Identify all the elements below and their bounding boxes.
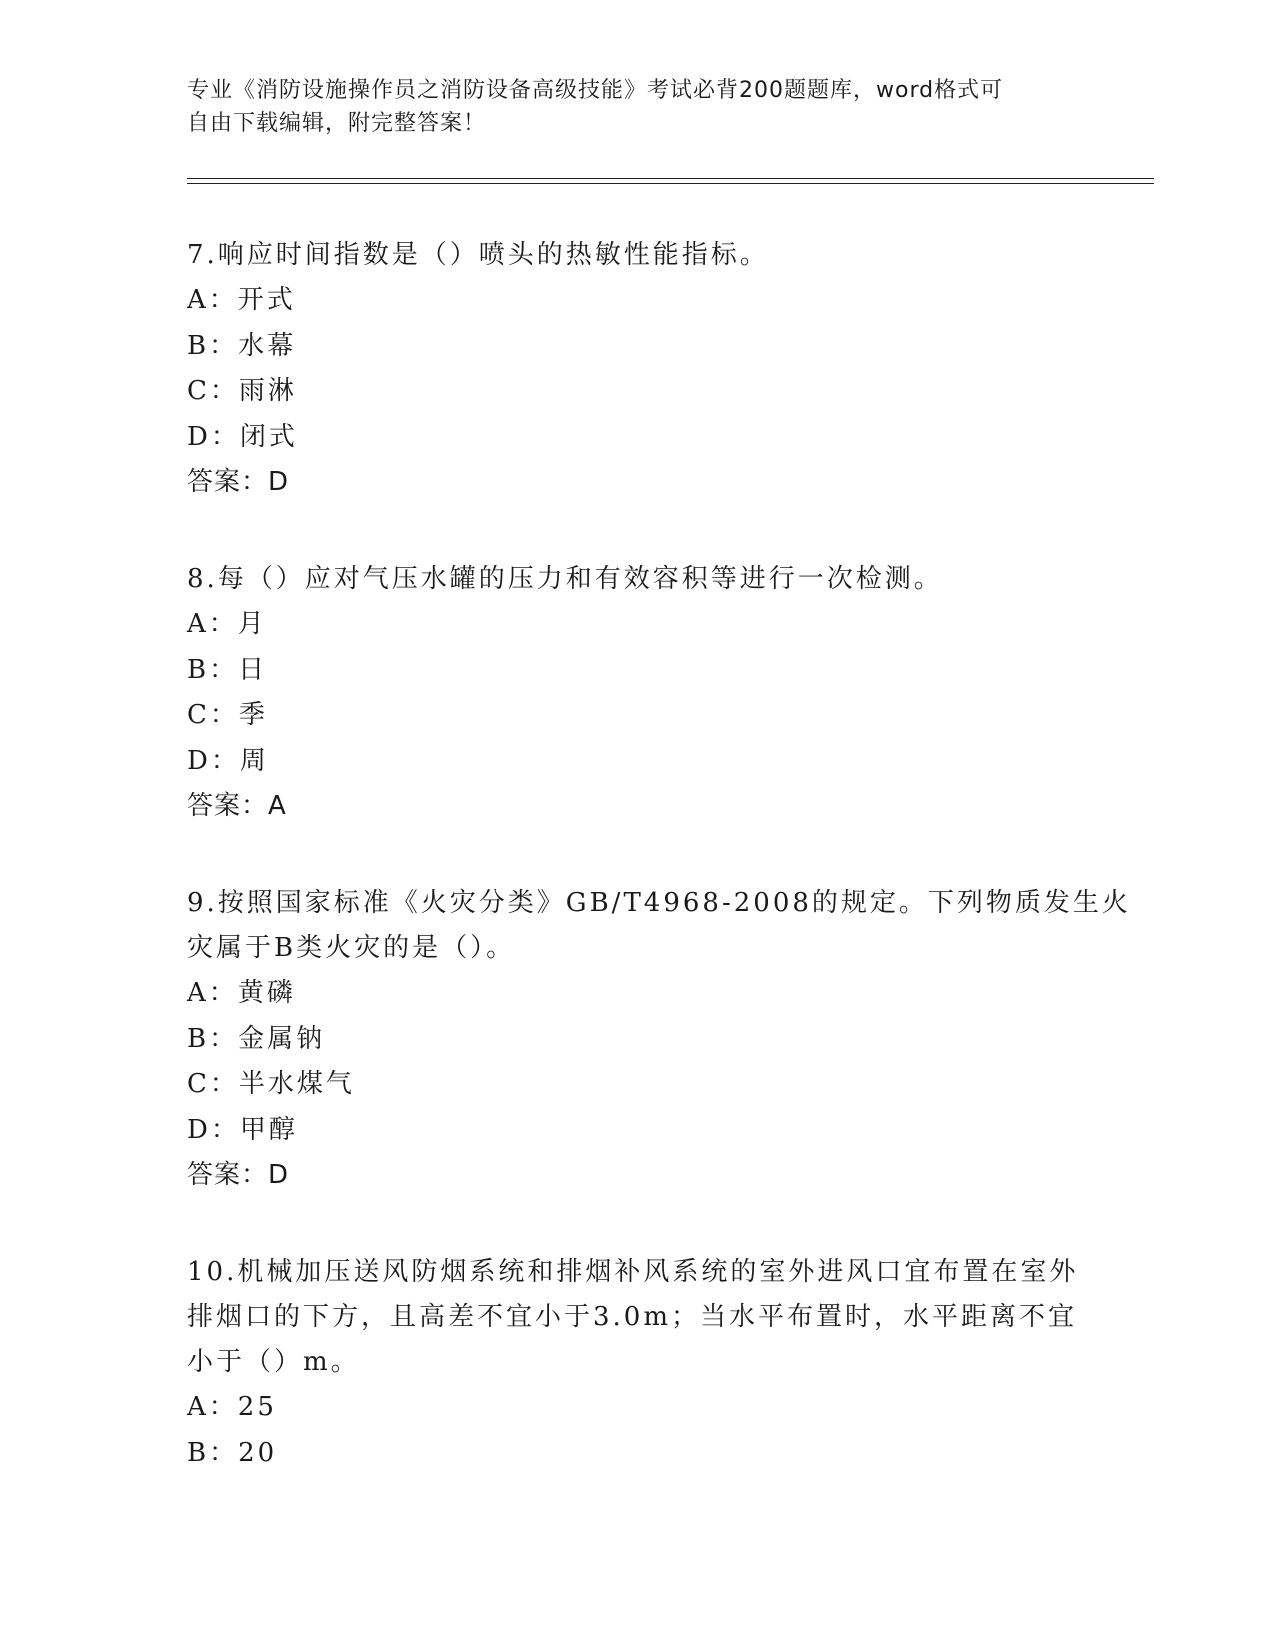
option-b: B：水幕 bbox=[187, 330, 297, 361]
option-c: C：半水煤气 bbox=[187, 1069, 355, 1099]
question-text: 9.按照国家标准《火灾分类》GB/T4968-2008的规定。下列物质发生火 bbox=[187, 888, 1131, 918]
option-d: D：周 bbox=[187, 745, 269, 776]
document-header bbox=[187, 74, 1087, 140]
question-text: 7.响应时间指数是（）喷头的热敏性能指标。 bbox=[187, 240, 769, 270]
question-text: 8.每（）应对气压水罐的压力和有效容积等进行一次检测。 bbox=[187, 564, 943, 594]
option-a: A：开式 bbox=[187, 285, 296, 315]
option-d: D：闭式 bbox=[187, 421, 298, 452]
option-a: A：月 bbox=[187, 609, 267, 639]
option-c: C：雨淋 bbox=[187, 376, 297, 406]
header-divider bbox=[187, 183, 1154, 184]
option-a: A：25 bbox=[187, 1392, 277, 1422]
option-c: C：季 bbox=[187, 700, 268, 730]
answer: 答案：A bbox=[187, 791, 287, 821]
option-d: D：甲醇 bbox=[187, 1114, 298, 1145]
question-text: 小于（）m。 bbox=[187, 1347, 360, 1377]
question-text: 灾属于B类火灾的是（）。 bbox=[187, 933, 516, 963]
question-9 bbox=[187, 881, 1131, 1198]
header-line: 自由下载编辑，附完整答案！ bbox=[187, 111, 487, 136]
question-text: 排烟口的下方，且高差不宜小于3.0m；当水平布置时，水平距离不宜 bbox=[187, 1302, 1078, 1332]
question-list bbox=[187, 233, 1131, 1528]
header-divider bbox=[187, 178, 1154, 179]
header-line: 专业《消防设施操作员之消防设备高级技能》考试必背200题题库，word格式可 bbox=[187, 78, 1004, 103]
option-b: B：金属钠 bbox=[187, 1023, 326, 1054]
option-a: A：黄磷 bbox=[187, 978, 296, 1008]
question-7 bbox=[187, 233, 1087, 505]
option-b: B：20 bbox=[187, 1437, 278, 1468]
question-8 bbox=[187, 557, 1087, 829]
answer: 答案：D bbox=[187, 1160, 290, 1190]
question-text: 10.机械加压送风防烟系统和排烟补风系统的室外进风口宜布置在室外 bbox=[187, 1257, 1079, 1287]
option-b: B：日 bbox=[187, 654, 268, 685]
question-10 bbox=[187, 1250, 1087, 1476]
answer: 答案：D bbox=[187, 467, 290, 497]
